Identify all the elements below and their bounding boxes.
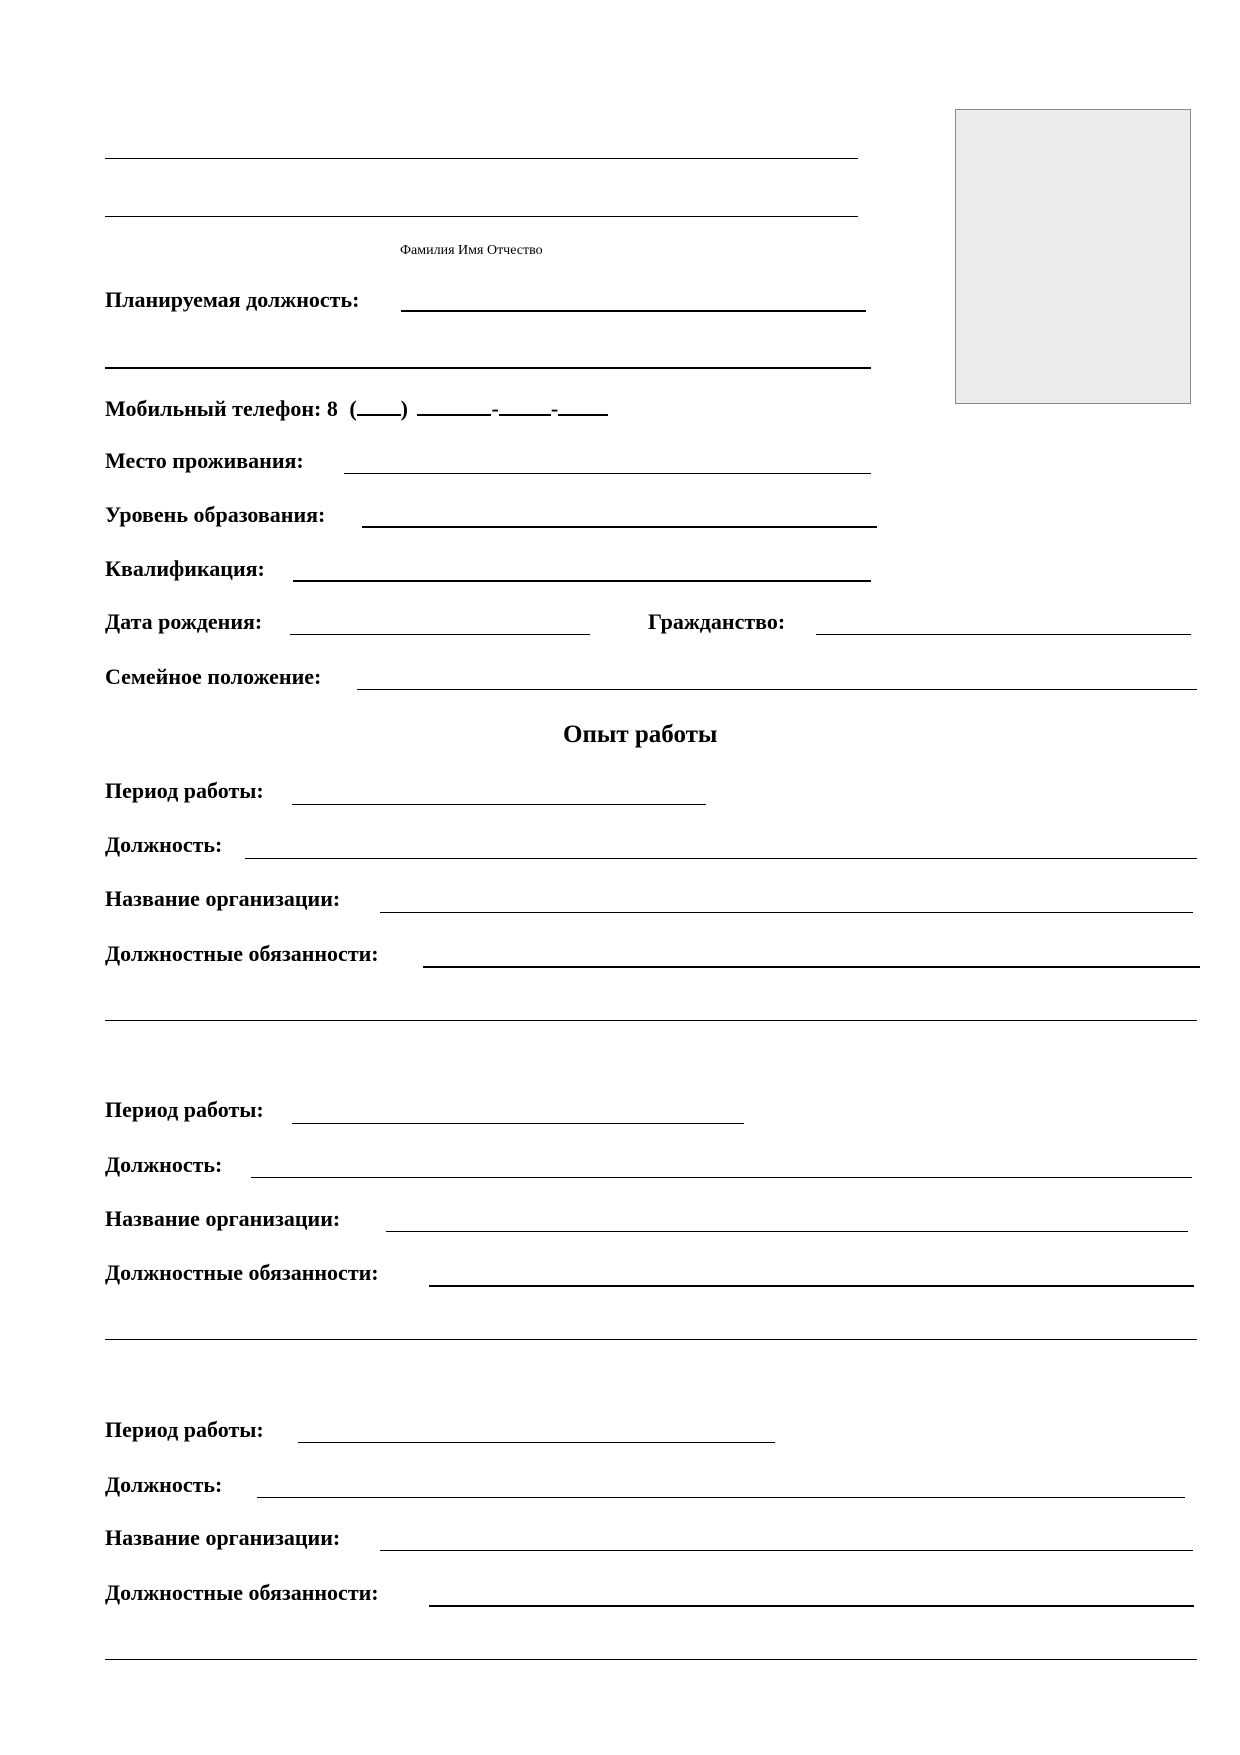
phone-dash-1: - <box>491 396 499 421</box>
entry-1-duties-label: Должностные обязанности: <box>105 941 379 966</box>
entry-2-organization-line[interactable] <box>386 1231 1188 1232</box>
citizenship-label: Гражданство: <box>648 609 786 634</box>
entry-1-duties-line[interactable] <box>423 966 1200 968</box>
entry-3-period-label: Период работы: <box>105 1417 264 1442</box>
name-line-2[interactable] <box>105 216 858 217</box>
entry-2-organization-label: Название организации: <box>105 1206 341 1231</box>
education-line[interactable] <box>362 526 877 528</box>
entry-2-duties-line-2[interactable] <box>105 1339 1197 1340</box>
planned-position-line-2[interactable] <box>105 367 871 369</box>
experience-heading: Опыт работы <box>563 721 718 748</box>
entry-1-job-title-label: Должность: <box>105 832 223 857</box>
entry-1-period-label: Период работы: <box>105 778 264 803</box>
entry-2-job-title-line[interactable] <box>251 1177 1192 1178</box>
entry-3-duties-label: Должностные обязанности: <box>105 1580 379 1605</box>
mobile-phone-label: Мобильный телефон: 8 <box>105 396 338 421</box>
education-label: Уровень образования: <box>105 502 326 527</box>
phone-open-paren: ( <box>349 396 357 421</box>
qualification-line[interactable] <box>293 580 871 582</box>
name-line-1[interactable] <box>105 158 858 159</box>
residence-label: Место проживания: <box>105 448 304 473</box>
marital-status-line[interactable] <box>357 689 1197 690</box>
phone-part-2-blank[interactable] <box>499 394 551 416</box>
entry-3-job-title-line[interactable] <box>257 1497 1185 1498</box>
phone-dash-2: - <box>550 396 559 421</box>
entry-2-job-title-label: Должность: <box>105 1152 223 1177</box>
birth-date-label: Дата рождения: <box>105 609 263 634</box>
entry-3-job-title-label: Должность: <box>105 1472 223 1497</box>
entry-3-organization-label: Название организации: <box>105 1525 341 1550</box>
entry-2-period-line[interactable] <box>292 1123 744 1124</box>
phone-close-paren: ) <box>400 396 408 421</box>
entry-3-duties-line-2[interactable] <box>105 1659 1197 1660</box>
qualification-label: Квалификация: <box>105 556 265 581</box>
phone-part-1-blank[interactable] <box>417 394 491 416</box>
phone-code-blank[interactable] <box>357 394 401 416</box>
planned-position-label: Планируемая должность: <box>105 287 360 312</box>
planned-position-line[interactable] <box>401 310 866 312</box>
photo-placeholder <box>955 109 1191 404</box>
citizenship-line[interactable] <box>816 634 1191 635</box>
entry-2-duties-label: Должностные обязанности: <box>105 1260 379 1285</box>
marital-status-label: Семейное положение: <box>105 664 322 689</box>
entry-1-duties-line-2[interactable] <box>105 1020 1197 1021</box>
phone-part-3-blank[interactable] <box>558 394 608 416</box>
fio-caption: Фамилия Имя Отчество <box>400 243 543 258</box>
entry-1-organization-line[interactable] <box>380 912 1193 913</box>
residence-line[interactable] <box>344 473 871 474</box>
entry-1-period-line[interactable] <box>292 804 706 805</box>
mobile-phone-field[interactable] <box>105 394 608 422</box>
entry-1-job-title-line[interactable] <box>245 858 1197 859</box>
entry-2-period-label: Период работы: <box>105 1097 264 1122</box>
entry-3-organization-line[interactable] <box>380 1550 1193 1551</box>
entry-2-duties-line[interactable] <box>429 1285 1194 1287</box>
entry-1-organization-label: Название организации: <box>105 886 341 911</box>
entry-3-period-line[interactable] <box>298 1442 775 1443</box>
entry-3-duties-line[interactable] <box>429 1605 1194 1607</box>
birth-date-line[interactable] <box>290 634 590 635</box>
